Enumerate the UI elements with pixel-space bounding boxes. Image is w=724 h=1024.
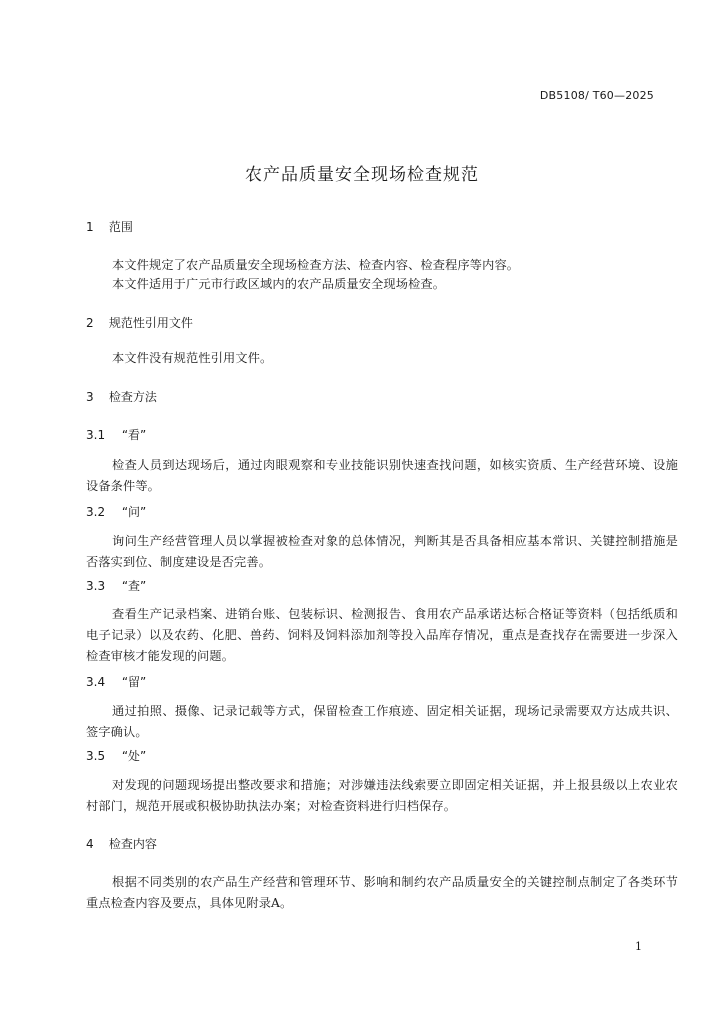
document-title: 农产品质量安全现场检查规范 bbox=[245, 165, 479, 185]
section-3-2-heading bbox=[86, 504, 146, 520]
document-code: DB5108/ T60—2025 bbox=[539, 89, 654, 102]
subsection-title: “看” bbox=[121, 428, 147, 442]
section-3-5-paragraph: 对发现的问题现场提出整改要求和措施；对涉嫌违法线索要立即固定相关证据，并上报县级以上农业农村部门，规范开展或积极协助执法办案；对检查资料进行归档保存。 bbox=[86, 778, 678, 813]
subsection-number: 3.2 bbox=[86, 505, 106, 519]
section-1-paragraph-2: 本文件适用于广元市行政区域内的农产品质量安全现场检查。 bbox=[112, 277, 446, 291]
page-number: 1 bbox=[635, 940, 642, 953]
section-number: 3 bbox=[86, 390, 94, 404]
section-3-4-heading bbox=[86, 674, 146, 690]
section-title: 检查内容 bbox=[108, 837, 157, 851]
subsection-title: “处” bbox=[121, 749, 147, 763]
section-3-heading bbox=[86, 389, 157, 405]
subsection-number: 3.3 bbox=[86, 579, 106, 593]
section-2-heading bbox=[86, 315, 193, 331]
subsection-title: “查” bbox=[121, 579, 147, 593]
section-3-2-paragraph: 询问生产经营管理人员以掌握被检查对象的总体情况，判断其是否具备相应基本常识、关键控制措施是否落实到位、制度建设是否完善。 bbox=[86, 534, 678, 569]
section-number: 4 bbox=[86, 837, 94, 851]
subsection-title: “问” bbox=[121, 505, 147, 519]
section-3-5-heading bbox=[86, 748, 146, 764]
section-title: 范围 bbox=[108, 220, 133, 234]
section-3-3-heading bbox=[86, 578, 146, 594]
section-number: 1 bbox=[86, 220, 94, 234]
section-4-paragraph: 根据不同类别的农产品生产经营和管理环节、影响和制约农产品质量安全的关键控制点制定了各类环节重点检查内容及要点，具体见附录A。 bbox=[86, 875, 678, 910]
section-3-1-paragraph: 检查人员到达现场后，通过肉眼观察和专业技能识别快速查找问题，如核实资质、生产经营环境、设施设备条件等。 bbox=[86, 458, 678, 493]
subsection-number: 3.5 bbox=[86, 749, 106, 763]
section-3-4-paragraph: 通过拍照、摄像、记录记载等方式，保留检查工作痕迹、固定相关证据，现场记录需要双方达成共识、签字确认。 bbox=[86, 704, 678, 739]
section-1-paragraph-1: 本文件规定了农产品质量安全现场检查方法、检查内容、检查程序等内容。 bbox=[112, 258, 520, 272]
section-3-3-paragraph: 查看生产记录档案、进销台账、包装标识、检测报告、食用农产品承诺达标合格证等资料（包括纸质和电子记录）以及农药、化肥、兽药、饲料及饲料添加剂等投入品库存情况，重点是查找存在需要进一步深入检查审核才能发现的问题。 bbox=[86, 607, 678, 663]
subsection-title: “留” bbox=[121, 675, 147, 689]
section-3-1-heading bbox=[86, 427, 146, 443]
section-4-heading bbox=[86, 836, 157, 852]
subsection-number: 3.4 bbox=[86, 675, 106, 689]
section-title: 检查方法 bbox=[108, 390, 157, 404]
section-number: 2 bbox=[86, 316, 94, 330]
section-title: 规范性引用文件 bbox=[108, 316, 193, 330]
section-1-heading bbox=[86, 219, 133, 235]
subsection-number: 3.1 bbox=[86, 428, 106, 442]
section-2-paragraph-1: 本文件没有规范性引用文件。 bbox=[112, 351, 273, 365]
